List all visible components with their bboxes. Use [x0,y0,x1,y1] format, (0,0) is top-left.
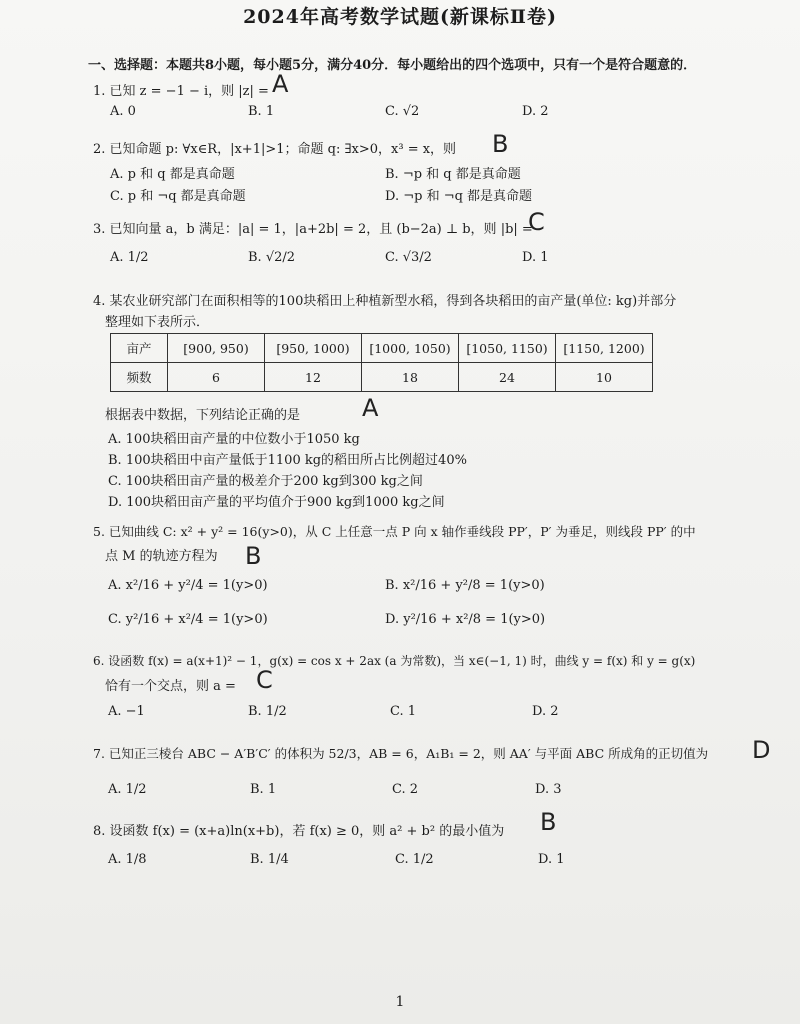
q2-option-a: A. p 和 q 都是真命题 [110,167,235,182]
q6-option-c: C. 1 [390,704,417,719]
q1-option-b: B. 1 [248,104,275,119]
handwritten-answer-2: B [492,130,509,158]
q3-option-c: C. √3/2 [385,250,432,265]
question-8-stem: 8. 设函数 f(x) = (x+a)ln(x+b)，若 f(x) ≥ 0，则 a² + b² 的最小值为 [93,824,505,839]
q6-option-d: D. 2 [532,704,559,719]
handwritten-answer-6: C [256,666,273,694]
q3-option-d: D. 1 [522,250,549,265]
q8-option-a: A. 1/8 [108,852,147,867]
q3-option-b: B. √2/2 [248,250,296,265]
q5-option-a: A. x²/16 + y²/4 = 1(y>0) [108,578,268,593]
q8-option-b: B. 1/4 [250,852,289,867]
q7-option-d: D. 3 [535,782,562,797]
q1-option-d: D. 2 [522,104,549,119]
page-title: 2024年高考数学试题(新课标Ⅱ卷) [243,6,557,28]
q7-option-b: B. 1 [250,782,277,797]
section-heading: 一、选择题：本题共8小题，每小题5分，满分40分．每小题给出的四个选项中，只有一个是符合题意的． [88,58,697,73]
frequency-table [110,333,653,392]
table-cell: 24 [459,363,556,392]
q7-option-c: C. 2 [392,782,419,797]
q2-option-d: D. ¬p 和 ¬q 都是真命题 [385,189,533,204]
table-cell: [1000, 1050) [362,334,459,363]
table-cell: 10 [556,363,653,392]
question-4-stem-continued: 整理如下表所示． [105,315,210,330]
table-cell: [1050, 1150) [459,334,556,363]
handwritten-answer-4: A [362,394,379,422]
question-6-stem: 6. 设函数 f(x) = a(x+1)² − 1，g(x) = cos x + 2ax (a 为常数)，当 x∈(−1, 1) 时，曲线 y = f(x) 和 y = g(x) [93,654,696,668]
q5-option-d: D. y²/16 + x²/8 = 1(y>0) [385,612,546,627]
table-cell: [1150, 1200) [556,334,653,363]
table-row [111,363,653,392]
handwritten-answer-7: D [752,736,771,764]
question-4-stem: 4. 某农业研究部门在面积相等的100块稻田上种植新型水稻，得到各块稻田的亩产量(单位: kg)并部分 [93,294,677,309]
handwritten-answer-8: B [540,808,557,836]
handwritten-answer-1: A [272,70,289,98]
q6-option-b: B. 1/2 [248,704,287,719]
question-2-stem: 2. 已知命题 p: ∀x∈R，|x+1|>1；命题 q: ∃x>0，x³ = x，则 [93,142,457,157]
q3-option-a: A. 1/2 [110,250,149,265]
q2-option-c: C. p 和 ¬q 都是真命题 [110,189,246,204]
handwritten-answer-3: C [528,208,545,236]
table-cell: [900, 950) [168,334,265,363]
q4-option-c: C. 100块稻田亩产量的极差介于200 kg到300 kg之间 [108,474,423,489]
table-cell: 亩产 [111,334,168,363]
q4-option-a: A. 100块稻田亩产量的中位数小于1050 kg [108,432,360,447]
q4-option-b: B. 100块稻田中亩产量低于1100 kg的稻田所占比例超过40% [108,453,467,468]
q6-option-a: A. −1 [108,704,145,719]
table-row [111,334,653,363]
question-1-stem: 1. 已知 z = −1 − i，则 |z| = [93,84,269,99]
table-cell: [950, 1000) [265,334,362,363]
page-number: 1 [395,994,405,1010]
table-cell: 6 [168,363,265,392]
table-cell: 18 [362,363,459,392]
q1-option-a: A. 0 [110,104,136,119]
question-5-stem-continued: 点 M 的轨迹方程为 [105,549,218,564]
question-7-stem: 7. 已知正三棱台 ABC − A′B′C′ 的体积为 52/3，AB = 6，A₁B₁ = 2，则 AA′ 与平面 ABC 所成角的正切值为 [93,746,709,761]
q5-option-b: B. x²/16 + y²/8 = 1(y>0) [385,578,545,593]
handwritten-answer-5: B [245,542,262,570]
q2-option-b: B. ¬p 和 q 都是真命题 [385,167,521,182]
question-3-stem: 3. 已知向量 a，b 满足：|a| = 1，|a+2b| = 2，且 (b−2a) ⊥ b，则 |b| = [93,222,533,237]
table-cell: 频数 [111,363,168,392]
question-5-stem: 5. 已知曲线 C: x² + y² = 16(y>0)，从 C 上任意一点 P 向 x 轴作垂线段 PP′，P′ 为垂足，则线段 PP′ 的中 [93,524,696,539]
q4-option-d: D. 100块稻田亩产量的平均值介于900 kg到1000 kg之间 [108,495,445,510]
q1-option-c: C. √2 [385,104,420,119]
question-6-stem-continued: 恰有一个交点，则 a = [105,679,236,694]
question-4-prompt: 根据表中数据，下列结论正确的是 [105,408,301,423]
q7-option-a: A. 1/2 [108,782,147,797]
table-cell: 12 [265,363,362,392]
q5-option-c: C. y²/16 + x²/4 = 1(y>0) [108,612,268,627]
q8-option-d: D. 1 [538,852,565,867]
q8-option-c: C. 1/2 [395,852,434,867]
